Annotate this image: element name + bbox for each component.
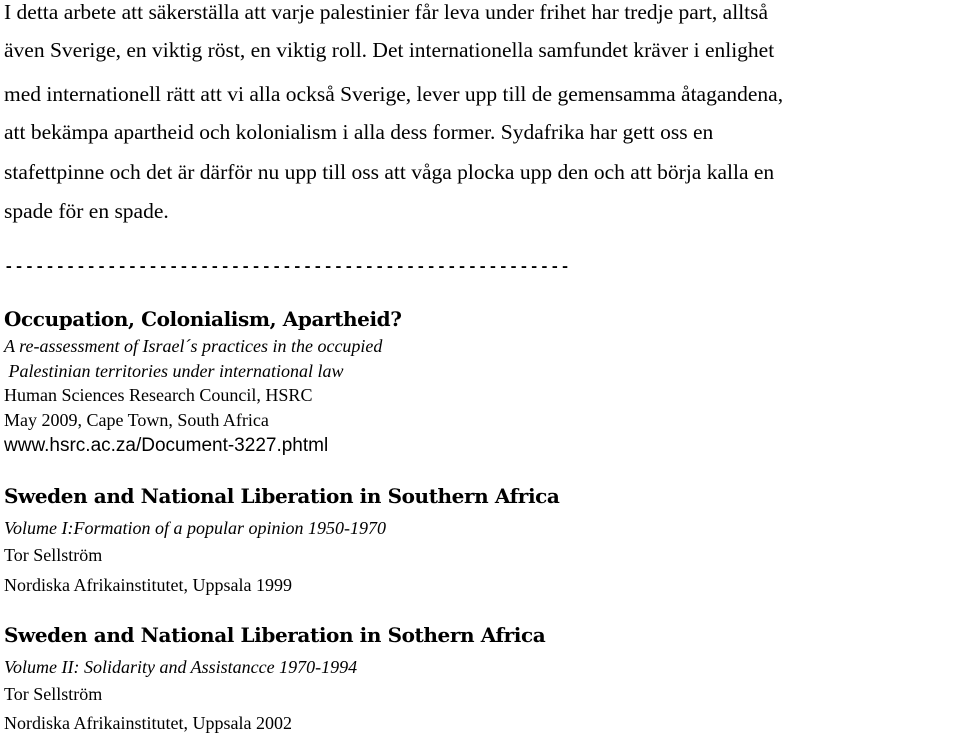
paragraph-line: spade för en spade. xyxy=(4,199,169,223)
reference-subtitle: A re-assessment of Israel´s practices in the occupied xyxy=(4,336,383,356)
reference-url-link[interactable]: www.hsrc.ac.za/Document-3227.phtml xyxy=(4,435,329,456)
paragraph-line: stafettpinne och det är därför nu upp till oss att våga plocka upp den och att börja kalla en xyxy=(4,160,775,184)
reference-title: Sweden and National Liberation in Sothern Africa xyxy=(4,623,546,647)
reference-title: Occupation, Colonialism, Apartheid? xyxy=(4,307,402,331)
document-page xyxy=(4,0,960,737)
reference-subtitle: Palestinian territories under international law xyxy=(4,361,344,381)
paragraph-line: med internationell rätt att vi alla också Sverige, lever upp till de gemensamma åtagandena, xyxy=(4,82,784,106)
divider-line: ------------------------------------------------------- xyxy=(4,258,571,276)
reference-publisher: Nordiska Afrikainstitutet, Uppsala 1999 xyxy=(4,575,292,595)
reference-subtitle: Volume I:Formation of a popular opinion 1950-1970 xyxy=(4,518,386,538)
paragraph-line: även Sverige, en viktig röst, en viktig roll. Det internationella samfundet kräver i enlighet xyxy=(4,38,775,62)
paragraph-line: att bekämpa apartheid och kolonialism i alla dess former. Sydafrika har gett oss en xyxy=(4,120,714,144)
reference-publisher: Nordiska Afrikainstitutet, Uppsala 2002 xyxy=(4,713,292,733)
reference-publisher: May 2009, Cape Town, South Africa xyxy=(4,410,269,430)
paragraph-line: I detta arbete att säkerställa att varje palestinier får leva under frihet har tredje part, alltså xyxy=(4,0,769,24)
reference-subtitle: Volume II: Solidarity and Assistancce 1970-1994 xyxy=(4,657,358,677)
reference-title: Sweden and National Liberation in Southern Africa xyxy=(4,484,560,508)
reference-author: Tor Sellström xyxy=(4,684,103,704)
reference-author: Tor Sellström xyxy=(4,545,103,565)
reference-author: Human Sciences Research Council, HSRC xyxy=(4,385,313,405)
